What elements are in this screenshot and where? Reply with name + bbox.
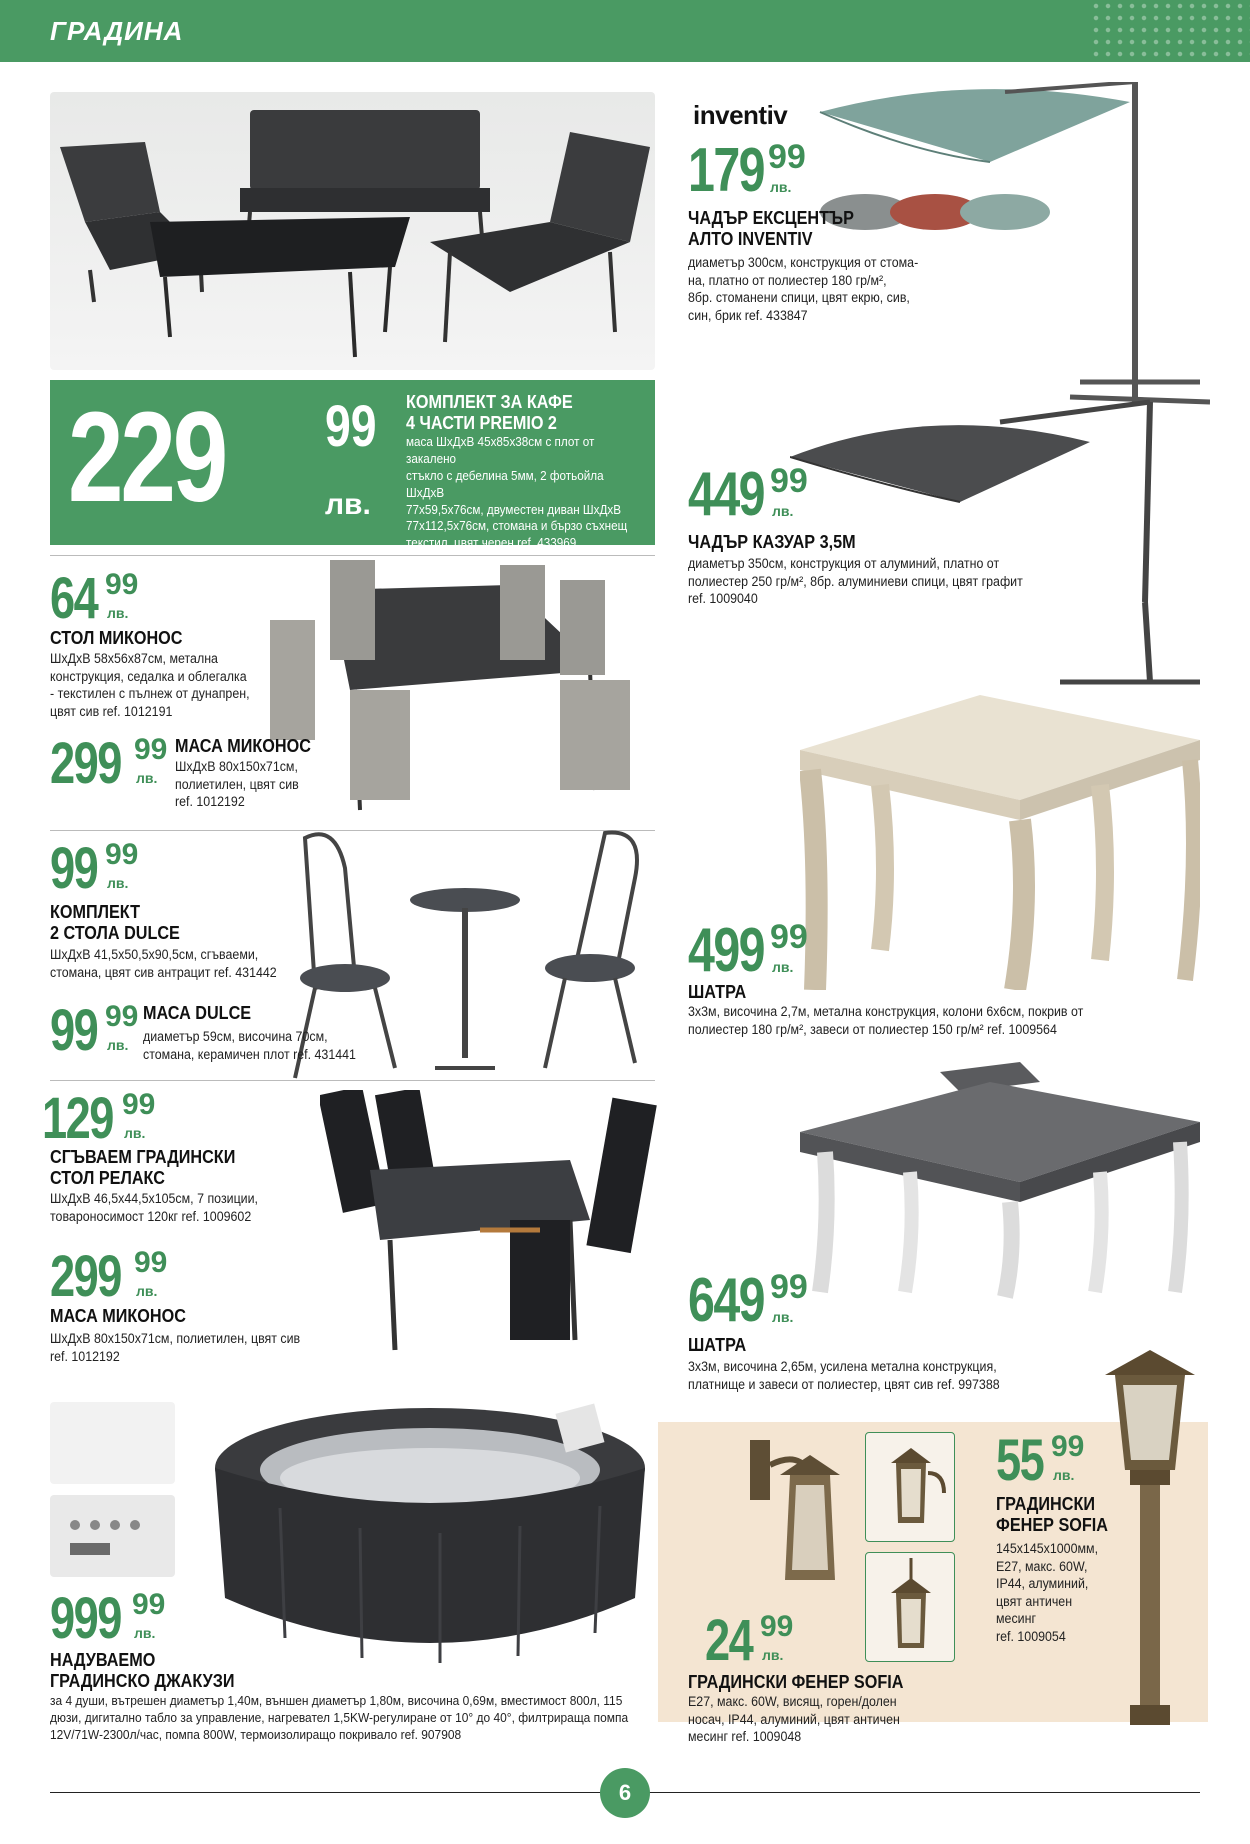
header-dot-pattern: [1090, 0, 1250, 62]
umbrella-kazuar-price: [688, 460, 808, 529]
umbrella-kazuar-currency: лв.: [772, 503, 794, 519]
tent-2-price: [688, 1266, 808, 1335]
table-dulce-currency: лв.: [107, 1037, 129, 1053]
jacuzzi-name: НАДУВАЕМО ГРАДИНСКО ДЖАКУЗИ: [50, 1650, 235, 1691]
divider-3: [50, 1080, 655, 1081]
umbrella-kazuar-price-int: 449: [688, 460, 765, 529]
post-lantern-illustration: [1095, 1350, 1205, 1730]
set-dulce-price: [50, 836, 139, 901]
jacuzzi-illustration: [200, 1398, 660, 1678]
wall-lantern-thumb-1: [865, 1432, 955, 1542]
page-header: [0, 0, 1250, 62]
chair-mikonos-price-cents: 99: [105, 568, 139, 601]
coffee-set-price-int: 229: [68, 386, 226, 529]
table-mikonos-1-price: [50, 731, 168, 796]
set-dulce-price-cents: 99: [105, 838, 139, 871]
umbrella-alto-name: ЧАДЪР ЕКСЦЕНТЪР АЛТО INVENTIV: [688, 208, 854, 249]
chair-relax-price-int: 129: [42, 1086, 113, 1151]
coffee-set-name: КОМПЛЕКТ ЗА КАФЕ 4 ЧАСТИ PREMIO 2: [406, 392, 573, 433]
set-dulce-name: КОМПЛЕКТ 2 СТОЛА DULCE: [50, 902, 180, 943]
table-mikonos-2-name: МАСА МИКОНОС: [50, 1306, 186, 1326]
tent-1-name: ШАТРА: [688, 982, 747, 1002]
lantern-wall-price-cents: 99: [760, 1610, 794, 1643]
lantern-post-price: [996, 1428, 1085, 1493]
tent-2-name: ШАТРА: [688, 1335, 747, 1355]
lantern-post-description: 145х145х1000мм, E27, макс. 60W, IP44, алуминий, цвят античен месинг ref. 1009054: [996, 1541, 1099, 1644]
table-mikonos-2-price: [50, 1244, 168, 1309]
lantern-thumb-1-icon: [866, 1433, 955, 1542]
tent-1-description: 3х3м, височина 2,7м, метална конструкция, колони 6х6см, покрив от полиестер 180 гр/м², завеси от полиестер 150 гр/м² ref. 1009564: [688, 1004, 1084, 1037]
tent-1-illustration: [800, 690, 1200, 990]
set-dulce-description: ШхДхВ 41,5х50,5х90,5см, сгъваеми, стомана, цвят сив антрацит ref. 431442: [50, 947, 277, 980]
table-dulce-price: [50, 998, 139, 1063]
umbrella-alto-price-cents: 99: [768, 138, 806, 176]
coffee-set-price-cents: 99: [325, 394, 377, 459]
table-dulce-price-int: 99: [50, 998, 98, 1063]
tent-2-price-int: 649: [688, 1266, 765, 1335]
tent-1-price: [688, 916, 808, 985]
jacuzzi-price: [50, 1586, 166, 1651]
table-mikonos-2-currency: лв.: [136, 1283, 158, 1299]
lantern-wall-price-int: 24: [705, 1608, 753, 1673]
table-mikonos-2-price-cents: 99: [134, 1246, 168, 1279]
chair-relax-currency: лв.: [124, 1125, 146, 1141]
lantern-post-price-int: 55: [996, 1428, 1044, 1493]
chair-relax-price: [42, 1086, 156, 1151]
coffee-set-price-bar: [50, 380, 655, 551]
tent-2-illustration: [800, 1062, 1200, 1302]
table-mikonos-1-price-int: 299: [50, 731, 121, 796]
table-mikonos-1-price-cents: 99: [134, 733, 168, 766]
control-panel-buttons: [50, 1495, 175, 1577]
section-title: ГРАДИНА: [50, 16, 184, 46]
chair-mikonos-description: ШхДхВ 58х56х87см, метална конструкция, седалка и облегалка - текстилен с пълнеж от дунапрен, цвят сив ref. 1012191: [50, 651, 250, 719]
umbrella-kazuar-name: ЧАДЪР КАЗУАР 3,5М: [688, 532, 856, 552]
tent-1-currency: лв.: [772, 959, 794, 975]
table-mikonos-2-description: ШхДхВ 80х150х71см, полиетилен, цвят сив ref. 1012192: [50, 1331, 301, 1364]
table-dulce-description: диаметър 59см, височина 70см, стомана, керамичен плот ref. 431441: [143, 1029, 356, 1062]
tent-2-price-cents: 99: [770, 1268, 808, 1306]
brand-logo: [693, 100, 787, 131]
coffee-set-description: маса ШхДхВ 45х85х38см с плот от закалено стъкло с дебелина 5мм, 2 фотьойла ШхДхВ 77х59,5х76см, двуместен диван ШхДхВ 77х112,5х76см, стомана и бързо съхнещ текстил, цвят черен ref. 433969: [406, 434, 628, 551]
tent-1-price-int: 499: [688, 916, 765, 985]
tent-2-currency: лв.: [772, 1309, 794, 1325]
brand-name: inventiv: [693, 100, 788, 130]
table-mikonos-2-price-int: 299: [50, 1244, 121, 1309]
umbrella-alto-price-int: 179: [688, 136, 765, 205]
lantern-post-name: ГРАДИНСКИ ФЕНЕР SOFIA: [996, 1494, 1108, 1535]
umbrella-kazuar-description: диаметър 350см, конструкция от алуминий, платно от полиестер 250 гр/м², 8бр. алуминиеви спици, цвят графит ref. 1009040: [688, 556, 1023, 607]
jacuzzi-price-cents: 99: [132, 1588, 166, 1621]
chair-relax-price-cents: 99: [122, 1088, 156, 1121]
umbrella-alto-currency: лв.: [770, 179, 792, 195]
lantern-wall-name: ГРАДИНСКИ ФЕНЕР SOFIA: [688, 1672, 904, 1692]
coffee-set-illustration: [50, 92, 655, 370]
umbrellas-illustration: [790, 82, 1210, 702]
umbrella-kazuar-price-cents: 99: [770, 462, 808, 500]
coffee-set-image: [50, 92, 655, 370]
lantern-post-currency: лв.: [1053, 1467, 1075, 1483]
chair-mikonos-price-int: 64: [50, 566, 98, 631]
jacuzzi-description: за 4 души, вътрешен диаметър 1,40м, външен диаметър 1,80м, височина 0,69м, вместимост 800л, 115 дюзи, дигитално табло за управление, нагревател 1,5KW-регулиране от 10° до 40°, филтрираща помпа 12V/71W-2300л/час, помпа 800W, термоизолиращо покривало ref. 907908: [50, 1693, 629, 1742]
table-dulce-name: МАСА DULCE: [143, 1003, 252, 1023]
umbrella-alto-price: [688, 136, 806, 205]
set-dulce-price-int: 99: [50, 836, 98, 901]
tent-1-price-cents: 99: [770, 918, 808, 956]
jacuzzi-price-int: 999: [50, 1586, 121, 1651]
chair-mikonos-currency: лв.: [107, 605, 129, 621]
jacuzzi-control-panel-image: [50, 1495, 175, 1577]
chair-relax-description: ШхДхВ 46,5х44,5х105см, 7 позиции, товароносимост 120кг ref. 1009602: [50, 1191, 259, 1224]
lantern-wall-currency: лв.: [762, 1647, 784, 1663]
table-mikonos-1-currency: лв.: [136, 770, 158, 786]
jacuzzi-detail-image-1: [50, 1402, 175, 1484]
mikonos-set-illustration: [260, 560, 660, 830]
chair-relax-name: СГЪВАЕМ ГРАДИНСКИ СТОЛ РЕЛАКС: [50, 1147, 236, 1188]
table-dulce-price-cents: 99: [105, 1000, 139, 1033]
lantern-thumb-2-icon: [866, 1553, 955, 1662]
chair-mikonos-price: [50, 566, 139, 631]
umbrella-alto-description: диаметър 300см, конструкция от стома- на, платно от полиестер 180 гр/м², 8бр. стоманени спици, цвят екрю, сив, син, брик ref. 433847: [688, 255, 919, 323]
set-dulce-currency: лв.: [107, 875, 129, 891]
tent-2-description: 3х3м, височина 2,65м, усилена метална конструкция, платнище и завеси от полиестер, цвят сив ref. 997388: [688, 1359, 1000, 1392]
divider-1: [50, 555, 655, 556]
lantern-wall-price: [705, 1608, 794, 1673]
jacuzzi-currency: лв.: [134, 1625, 156, 1641]
lantern-post-price-cents: 99: [1051, 1430, 1085, 1463]
table-mikonos-1-name: МАСА МИКОНОС: [175, 736, 311, 756]
lantern-wall-description: E27, макс. 60W, висящ, горен/долен носач, IP44, алуминий, цвят античен месинг ref. 1009048: [688, 1694, 900, 1745]
relax-set-illustration: [320, 1090, 660, 1360]
chair-mikonos-name: СТОЛ МИКОНОС: [50, 628, 183, 648]
table-mikonos-1-description: ШхДхВ 80х150х71см, полиетилен, цвят сив ref. 1012192: [175, 759, 299, 810]
coffee-set-currency: лв.: [325, 488, 371, 521]
wall-lantern-thumb-2: [865, 1552, 955, 1662]
page-number: 6: [600, 1768, 650, 1818]
